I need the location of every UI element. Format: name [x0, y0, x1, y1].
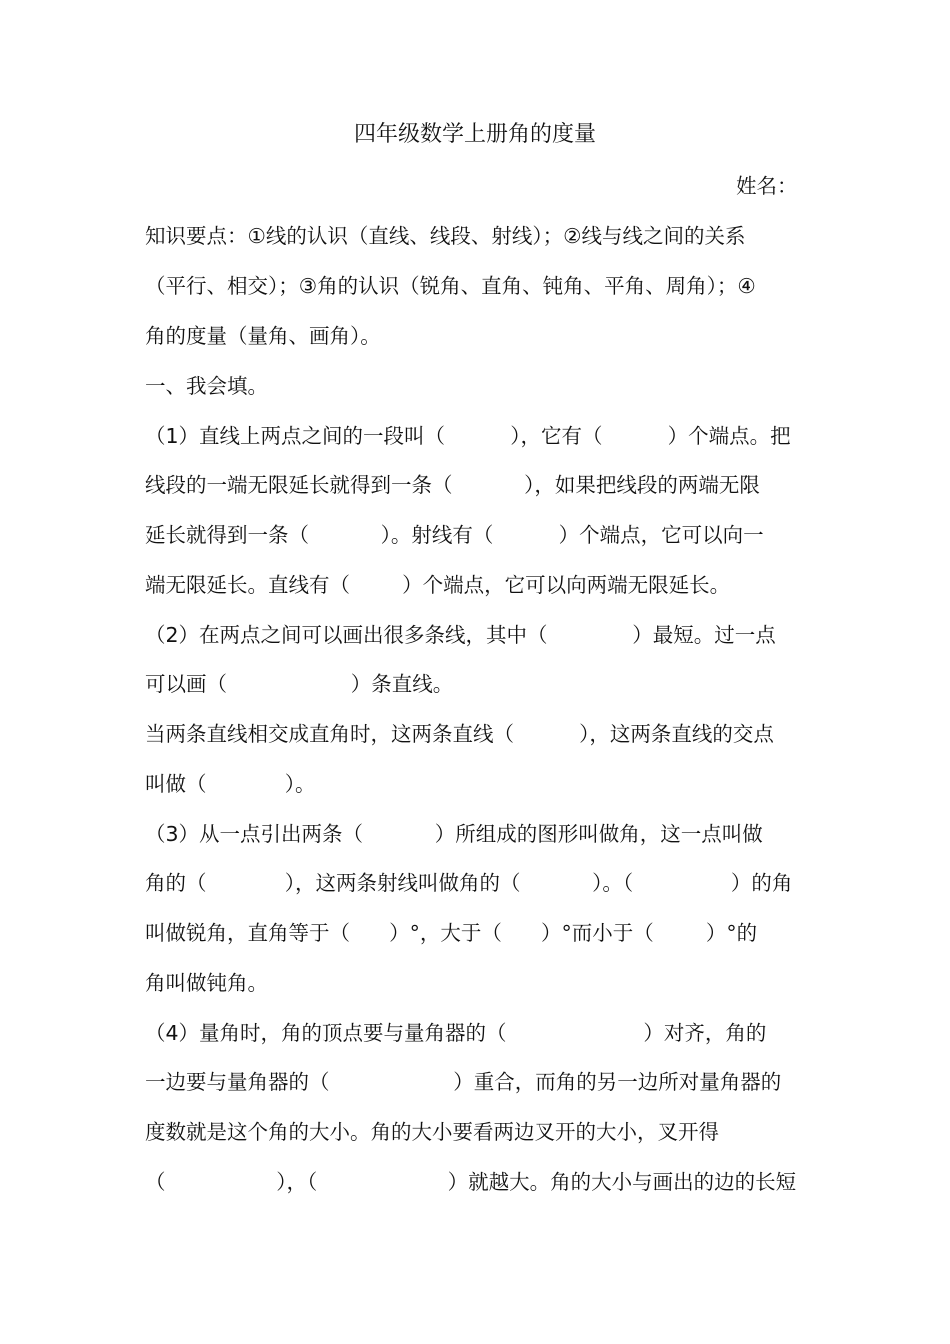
text-line: 角的（ ），这两条射线叫做角的（ ）。（ ）的角 — [145, 871, 793, 895]
text-line: （3）从一点引出两条（ ）所组成的图形叫做角，这一点叫做 — [145, 822, 763, 846]
text-line: 线段的一端无限延长就得到一条（ ），如果把线段的两端无限 — [145, 473, 760, 497]
text-line: 可以画（ ）条直线。 — [145, 672, 454, 696]
text-line: 一边要与量角器的（ ）重合，而角的另一边所对量角器的 — [145, 1070, 782, 1094]
text-line: （1）直线上两点之间的一段叫（ ），它有（ ）个端点。把 — [145, 424, 791, 448]
text-line: 延长就得到一条（ ）。射线有（ ）个端点，它可以向一 — [145, 523, 764, 547]
text-line: （平行、相交）；③角的认识（锐角、直角、钝角、平角、周角）；④ — [145, 274, 756, 298]
text-line: （ ），（ ）就越大。角的大小与画出的边的长短 — [145, 1170, 797, 1194]
text-line: 端无限延长。直线有（ ）个端点，它可以向两端无限延长。 — [145, 573, 731, 597]
page-title: 四年级数学上册角的度量 — [353, 122, 596, 147]
text-line: 当两条直线相交成直角时，这两条直线（ ），这两条直线的交点 — [145, 722, 774, 746]
name-label: 姓名： — [736, 174, 798, 198]
text-line: 度数就是这个角的大小。角的大小要看两边叉开的大小，叉开得 — [145, 1120, 719, 1144]
text-line: 一、我会填。 — [145, 374, 268, 398]
text-line: 叫做锐角，直角等于（ ）°，大于（ ）°而小于（ ）°的 — [145, 921, 758, 945]
text-line: 角的度量（量角、画角）。 — [145, 324, 381, 348]
text-line: 叫做（ ）。 — [145, 772, 316, 796]
text-line: （4）量角时，角的顶点要与量角器的（ ）对齐，角的 — [145, 1021, 767, 1045]
text-line: （2）在两点之间可以画出很多条线，其中（ ）最短。过一点 — [145, 623, 776, 647]
text-line: 角叫做钝角。 — [145, 971, 268, 995]
text-line: 知识要点：①线的认识（直线、线段、射线）；②线与线之间的关系 — [145, 224, 746, 248]
